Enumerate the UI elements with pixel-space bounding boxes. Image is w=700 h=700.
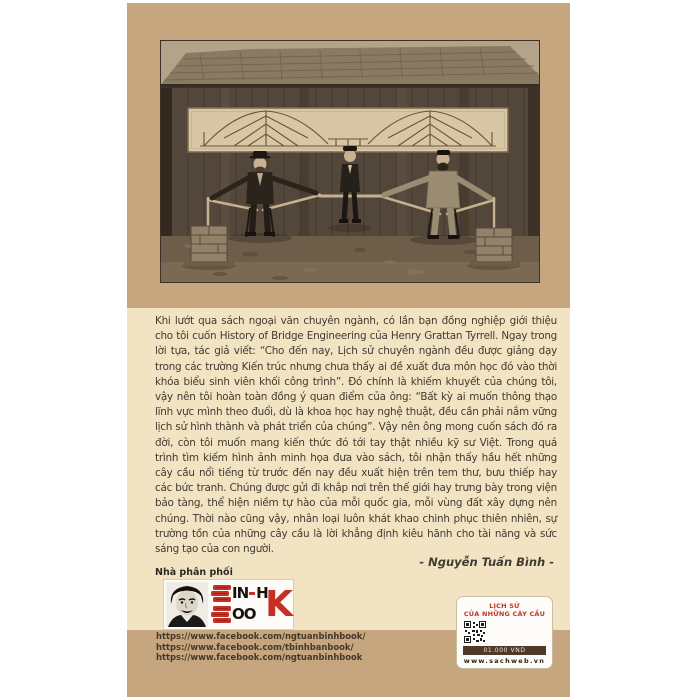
qr-code-icon [464, 621, 486, 643]
logo-letter-h: H [256, 583, 268, 602]
facebook-urls [156, 631, 365, 663]
bridge-demonstration-photo [160, 40, 540, 283]
distributor-label: Nhà phân phối [155, 567, 233, 578]
portrait-icon [166, 582, 208, 627]
price-sticker [456, 596, 553, 669]
logo-letter-k: K [265, 583, 291, 625]
hyphen-mark [249, 592, 255, 595]
website-url: www.sachweb.vn [463, 657, 546, 665]
author-signature: - Nguyễn Tuấn Bình - [419, 555, 554, 569]
facebook-url: https://www.facebook.com/ngtuanbinhbook/ [156, 631, 366, 641]
review-paragraph: Khi lướt qua sách ngoại văn chuyên ngành, có lần bạn đồng nghiệp giới thiệu cho tôi cuốn History of Bridge Engineering của Henry Grattan Tyrrell. Ngay trong lời tựa, tác giả viết: “Cho đến nay, Lịch sử chuyên ngành đều được giảng dạy trong các trường Kiến trúc nhưng chưa thấy ai đề xuất đưa môn học đó vào thời khóa biểu sinh viên khối công trình”. Đó chính là khiếm khuyết của chúng tôi, vậy nên tôi hoàn toàn đồng ý quan điểm của ông: “Bất kỳ ai muốn thông thạo lĩnh vực mình theo đuổi, dù là khoa học hay nghệ thuật, đều cần phải nắm vững lịch sử hình thành và phát triển của chúng”. Vậy nên ông mong cuốn sách đó ra đời, còn tôi muốn mang kiến thức đó tới tay thật nhiều kỹ sư Việt. Trong quá trình tìm kiếm hình ảnh minh họa đưa vào sách, tôi nhận thấy hầu hết những cây cầu nổi tiếng từ trước đến nay đều xuất hiện trên tem thư, bưu thiếp hay các bức tranh. Chúng được gửi đi khắp nơi trên thế giới hay trưng bày trong viện bảo tàng, thể hiện niềm tự hào của mỗi quốc gia, mỗi vùng đất xây dựng nên chúng. Thời nào cũng vậy, nhân loại luôn khát khao chinh phục thiên nhiên, sự trường tồn của những cây cầu là lời khẳng định kiêu hãnh cho tài năng và sức sáng tạo của con người. [155, 315, 557, 556]
facebook-url: https://www.facebook.com/tbinhbanbook/ [156, 641, 354, 652]
logo-letters-in: IN [232, 583, 249, 602]
facebook-url: https://www.facebook.com/ngtuanbinhbook [156, 652, 363, 663]
logo-letters-oo: OO [232, 604, 256, 623]
book-stack-icon [211, 585, 231, 602]
book-back-cover [127, 3, 570, 697]
book-title [457, 602, 552, 618]
binhbook-wordmark [211, 583, 291, 627]
book-stack-icon [211, 606, 231, 623]
price-value: 01.000 VND [463, 646, 546, 655]
book-title-line2: CỦA NHỮNG CÂY CẦU [463, 610, 546, 618]
binhbook-logo [163, 579, 294, 630]
book-title-line1: LỊCH SỬ [489, 602, 520, 610]
